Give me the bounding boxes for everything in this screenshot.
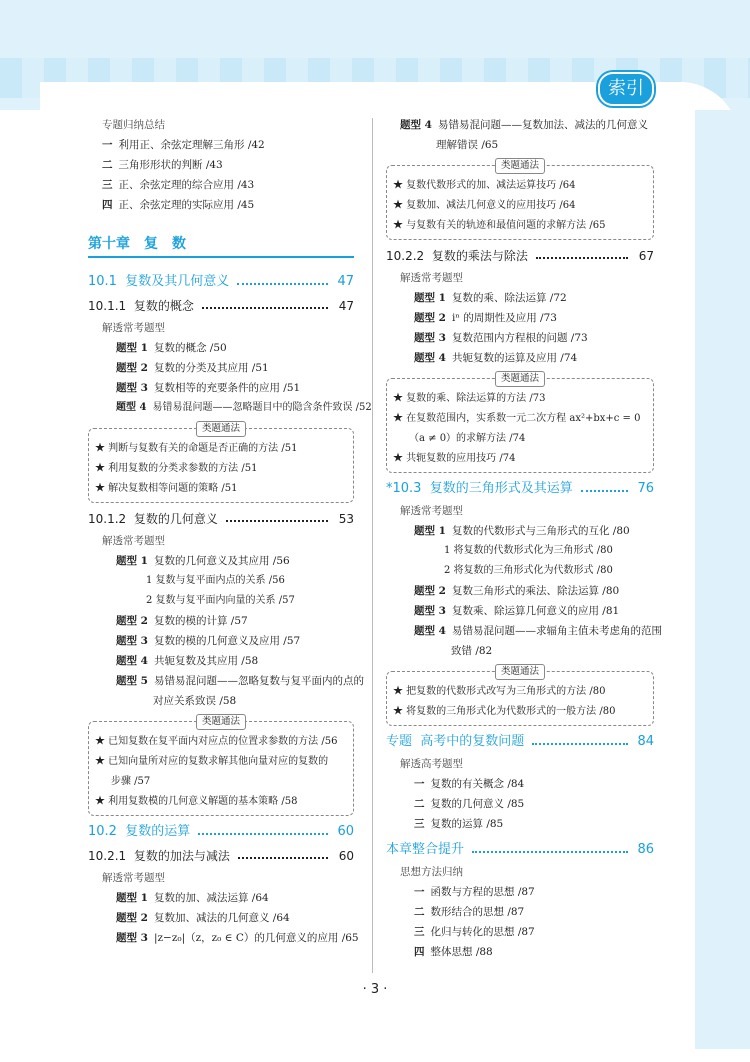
section-10-2-2[interactable]: 10.2.2 复数的乘法与除法 67: [386, 249, 654, 263]
topic-item[interactable]: 四 整体思想 /88: [414, 946, 493, 958]
question-type[interactable]: 题型 1 复数的乘、除法运算 /72: [414, 292, 567, 304]
topic-title: 专题归纳总结: [102, 119, 165, 131]
method-item[interactable]: ★ 复数加、减法几何意义的应用技巧 /64: [393, 200, 576, 211]
question-type[interactable]: 题型 5 易错易混问题——忽略复数与复平面内的点的: [116, 675, 364, 687]
right-column: [386, 115, 662, 962]
question-subtype[interactable]: 2 复数与复平面内向量的关系 /57: [146, 595, 295, 606]
methods-box: [386, 373, 654, 473]
topic-item[interactable]: 一 函数与方程的思想 /87: [414, 886, 535, 898]
question-type-cont[interactable]: 致错 /82: [451, 645, 493, 657]
method-item[interactable]: ★ 判断与复数有关的命题是否正确的方法 /51: [95, 443, 298, 454]
question-type[interactable]: 题型 3 复数范围内方程根的问题 /73: [414, 332, 588, 344]
method-item[interactable]: ★ 解决复数相等问题的策略 /51: [95, 483, 238, 494]
left-column: [88, 115, 372, 948]
question-type[interactable]: 题型 1 复数的代数形式与三角形式的互化 /80: [414, 525, 630, 537]
methods-box: [386, 160, 654, 240]
question-type[interactable]: 题型 4 易错易混问题——复数加法、减法的几何意义: [400, 119, 648, 131]
section-10-3[interactable]: *10.3 复数的三角形式及其运算 76: [386, 481, 654, 496]
topic-item[interactable]: 一 复数的有关概念 /84: [414, 778, 525, 790]
method-item-cont[interactable]: （a ≠ 0）的求解方法 /74: [409, 433, 526, 444]
chapter-title: 第十章 复 数: [88, 233, 354, 258]
question-type[interactable]: 题型 4 共轭复数的运算及应用 /74: [414, 352, 578, 364]
right-margin-band: [695, 110, 750, 1049]
question-type[interactable]: 题型 3 |z−z₀|（z，z₀ ∈ C）的几何意义的应用 /65: [116, 932, 359, 944]
topic-item[interactable]: 一 利用正、余弦定理解三角形 /42: [102, 139, 265, 151]
topic-item[interactable]: 三 化归与转化的思想 /87: [414, 926, 535, 938]
column-divider: [372, 118, 373, 973]
question-type[interactable]: 题型 2 复数的分类及其应用 /51: [116, 362, 269, 374]
chapter-summary[interactable]: 本章整合提升 86: [386, 842, 654, 857]
index-tag: 索引: [598, 72, 654, 106]
category-label: 解透常考题型: [102, 872, 165, 884]
methods-box-label: 类题通法: [196, 714, 246, 730]
category-label: 解透高考题型: [400, 758, 463, 770]
methods-box-label: 类题通法: [495, 664, 545, 680]
question-type[interactable]: 题型 4 易错易混问题——忽略题目中的隐含条件致误 /52: [116, 402, 372, 413]
method-item[interactable]: ★ 将复数的三角形式化为代数形式的一般方法 /80: [393, 706, 616, 717]
method-item[interactable]: ★ 在复数范围内，实系数一元二次方程 ax²+bx+c = 0: [393, 413, 641, 424]
section-10-2-1[interactable]: 10.2.1 复数的加法与减法 60: [88, 849, 354, 863]
category-label: 解透常考题型: [400, 505, 463, 517]
method-item[interactable]: ★ 共轭复数的应用技巧 /74: [393, 453, 516, 464]
question-subtype[interactable]: 2 将复数的三角形式化为代数形式 /80: [444, 565, 613, 576]
topic-item[interactable]: 二 数形结合的思想 /87: [414, 906, 525, 918]
methods-box-label: 类题通法: [495, 371, 545, 387]
category-label: 解透常考题型: [102, 535, 165, 547]
question-subtype[interactable]: 1 复数与复平面内点的关系 /56: [146, 575, 285, 586]
topic-item[interactable]: 三 正、余弦定理的综合应用 /43: [102, 179, 255, 191]
question-type[interactable]: 题型 4 共轭复数及其应用 /58: [116, 655, 259, 667]
section-10-1[interactable]: 10.1 复数及其几何意义 47: [88, 274, 354, 289]
question-type[interactable]: 题型 2 iⁿ 的周期性及应用 /73: [414, 312, 557, 324]
question-subtype[interactable]: 1 将复数的代数形式化为三角形式 /80: [444, 545, 613, 556]
category-label: 解透常考题型: [400, 272, 463, 284]
method-item[interactable]: ★ 复数代数形式的加、减法运算技巧 /64: [393, 180, 576, 191]
method-item[interactable]: ★ 与复数有关的轨迹和最值问题的求解方法 /65: [393, 220, 606, 231]
method-item[interactable]: ★ 利用复数模的几何意义解题的基本策略 /58: [95, 796, 298, 807]
special-topic[interactable]: 专题 高考中的复数问题 84: [386, 734, 654, 749]
topic-item[interactable]: 四 正、余弦定理的实际应用 /45: [102, 199, 255, 211]
method-item[interactable]: ★ 把复数的代数形式改写为三角形式的方法 /80: [393, 686, 606, 697]
method-item[interactable]: ★ 已知复数在复平面内对应点的位置求参数的方法 /56: [95, 736, 338, 747]
section-10-1-1[interactable]: 10.1.1 复数的概念 47: [88, 299, 354, 313]
topic-item[interactable]: 三 复数的运算 /85: [414, 818, 504, 830]
method-item[interactable]: ★ 利用复数的分类求参数的方法 /51: [95, 463, 258, 474]
question-type[interactable]: 题型 3 复数相等的充要条件的应用 /51: [116, 382, 301, 394]
methods-box: [386, 666, 654, 726]
methods-box-label: 类题通法: [196, 421, 246, 437]
method-item[interactable]: ★ 复数的乘、除法运算的方法 /73: [393, 393, 546, 404]
question-type[interactable]: 题型 3 复数的模的几何意义及应用 /57: [116, 635, 301, 647]
methods-box-label: 类题通法: [495, 158, 545, 174]
question-type[interactable]: 题型 2 复数的模的计算 /57: [116, 615, 248, 627]
question-type[interactable]: 题型 4 易错易混问题——求辐角主值未考虑角的范围: [414, 625, 662, 637]
question-type-cont[interactable]: 理解错误 /65: [436, 139, 499, 151]
question-type[interactable]: 题型 1 复数的加、减法运算 /64: [116, 892, 269, 904]
category-label: 思想方法归纳: [400, 866, 463, 878]
category-label: 解透常考题型: [102, 322, 165, 334]
topic-item[interactable]: 二 复数的几何意义 /85: [414, 798, 525, 810]
page-number: · 3 ·: [362, 982, 388, 997]
question-type[interactable]: 题型 1 复数的几何意义及其应用 /56: [116, 555, 290, 567]
section-10-1-2[interactable]: 10.1.2 复数的几何意义 53: [88, 512, 354, 526]
question-type[interactable]: 题型 1 复数的概念 /50: [116, 342, 227, 354]
method-item[interactable]: ★ 已知向量所对应的复数求解其他向量对应的复数的: [95, 756, 329, 767]
question-type[interactable]: 题型 3 复数乘、除运算几何意义的应用 /81: [414, 605, 620, 617]
topic-item[interactable]: 二 三角形形状的判断 /43: [102, 159, 223, 171]
methods-box: [88, 716, 354, 816]
section-10-2[interactable]: 10.2 复数的运算 60: [88, 824, 354, 839]
question-type[interactable]: 题型 2 复数三角形式的乘法、除法运算 /80: [414, 585, 620, 597]
methods-box: [88, 423, 354, 503]
question-type-cont[interactable]: 对应关系致误 /58: [153, 695, 237, 707]
question-type[interactable]: 题型 2 复数加、减法的几何意义 /64: [116, 912, 290, 924]
method-item-cont[interactable]: 步骤 /57: [111, 776, 151, 787]
